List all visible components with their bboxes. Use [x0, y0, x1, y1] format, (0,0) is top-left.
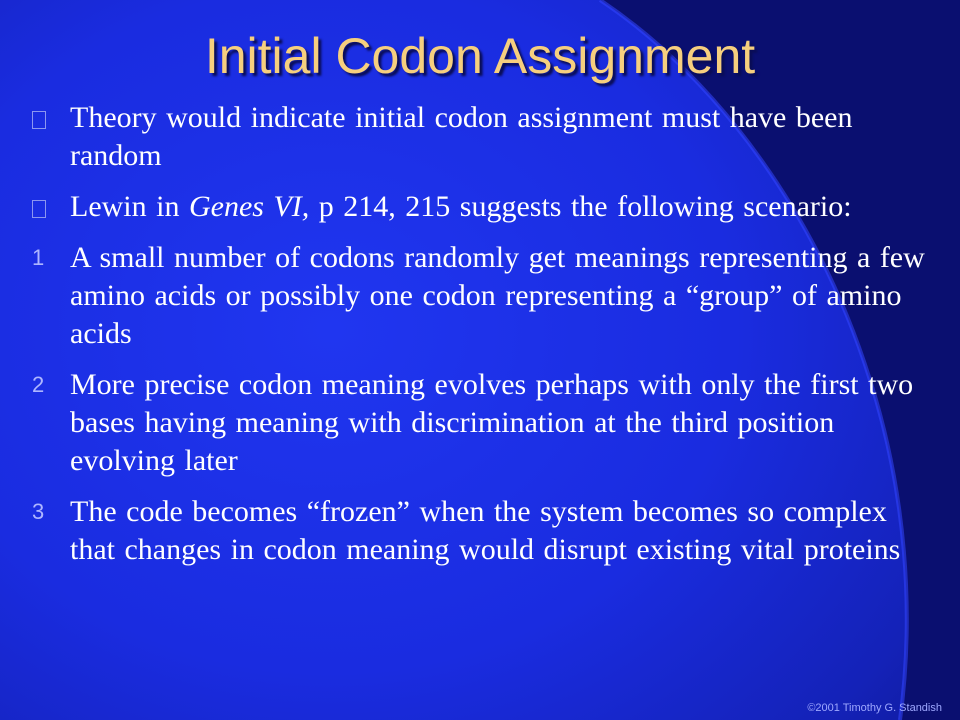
bullet-text: Theory would indicate initial codon assignment must have been random — [70, 101, 853, 172]
bullet-item-lewin — [32, 188, 932, 226]
numbered-text: A small number of codons randomly get meanings representing a few amino acids or possibly one codon representing a “group” of amino acids — [70, 241, 925, 350]
numbered-text: The code becomes “frozen” when the system becomes so complex that changes in codon meaning would disrupt existing vital proteins — [70, 495, 901, 566]
bullet-text-before: Lewin in — [70, 190, 189, 223]
book-title: Genes VI, — [188, 190, 310, 223]
item-number: 2 — [32, 372, 45, 397]
numbered-item-1 — [32, 239, 932, 353]
item-number: 3 — [32, 499, 45, 524]
bullet-text-after: p 214, 215 suggests the following scenario: — [309, 190, 852, 223]
bullet-item-theory — [32, 99, 932, 175]
slide-title: Initial Codon Assignment — [204, 28, 756, 84]
numbered-item-3 — [32, 493, 932, 569]
bullet-list — [32, 99, 932, 582]
bullet-box-icon — [32, 200, 46, 218]
copyright-notice: ©2001 Timothy G. Standish — [807, 702, 942, 714]
numbered-text: More precise codon meaning evolves perhaps with only the first two bases having meaning with discrimination at the third position evolving later — [70, 368, 914, 477]
numbered-item-2 — [32, 366, 932, 480]
bullet-box-icon — [32, 111, 46, 129]
item-number: 1 — [32, 245, 45, 270]
